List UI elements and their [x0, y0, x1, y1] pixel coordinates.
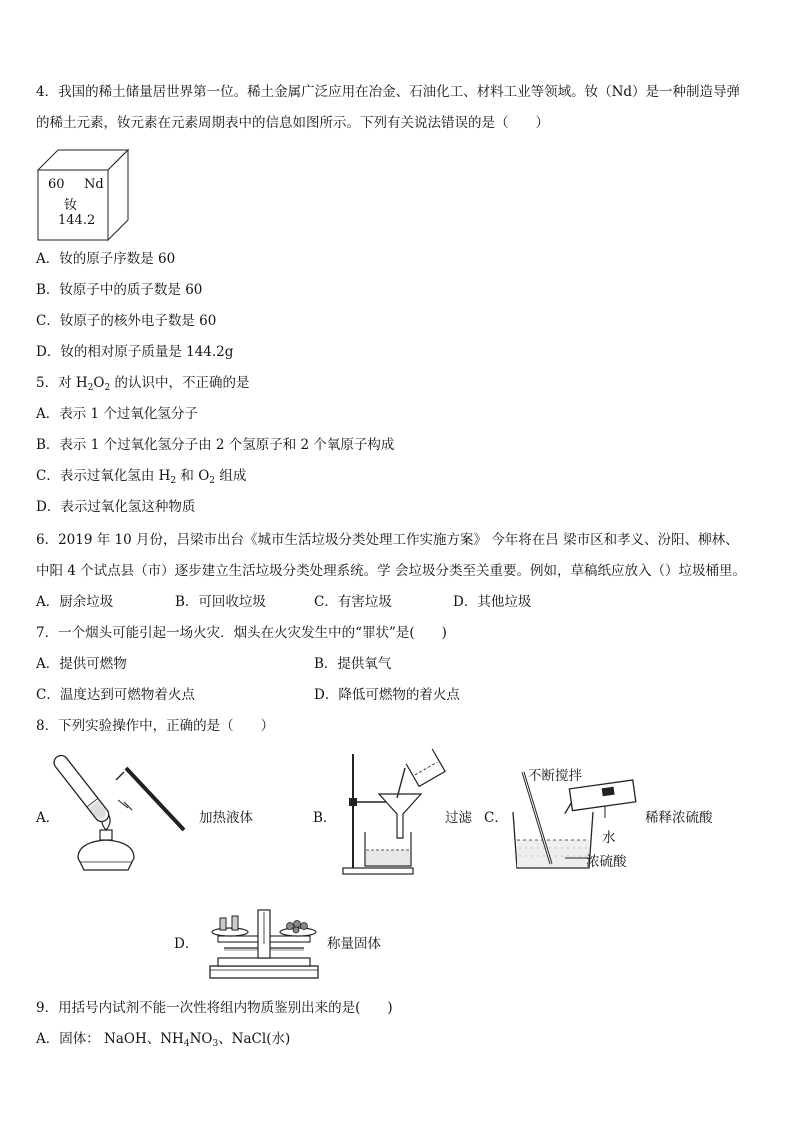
q4-option-a[interactable]: A．钕的原子序数是 60 — [36, 251, 176, 267]
q7-option-a[interactable]: A．提供可燃物 — [36, 656, 127, 672]
element-mass: 144.2 — [58, 213, 96, 228]
q8-option-c-caption: 稀释浓硫酸 — [645, 810, 713, 826]
q5-option-a[interactable]: A．表示 1 个过氧化氢分子 — [36, 406, 198, 422]
q5-option-d[interactable]: D．表示过氧化氢这种物质 — [36, 499, 196, 515]
q6-option-d[interactable]: D．其他垃圾 — [453, 594, 532, 610]
q8-option-b-letter[interactable]: B． — [313, 810, 337, 826]
q6-option-b[interactable]: B．可回收垃圾 — [175, 594, 266, 610]
q8-c-stir-label: 不断搅拌 — [528, 768, 582, 784]
q9-stem: 9．用括号内试剂不能一次性将组内物质鉴别出来的是( ) — [36, 1000, 393, 1016]
element-symbol: Nd — [84, 177, 104, 192]
q5-stem: 5．对 $H_2O_2$ 的认识中，不正确的是 — [36, 375, 250, 393]
q4-option-b[interactable]: B．钕原子中的质子数是 60 — [36, 282, 203, 298]
q8-c-acid-label: 浓硫酸 — [586, 854, 627, 870]
q9-option-a[interactable]: A．固体： NaOH、$NH_4NO_3$、NaCl(水) — [36, 1031, 291, 1049]
q8-option-a-caption: 加热液体 — [199, 810, 253, 826]
q7-option-d[interactable]: D．降低可燃物的着火点 — [314, 687, 460, 703]
element-name: 钕 — [64, 198, 78, 213]
q8-option-a-letter[interactable]: A． — [36, 810, 60, 826]
q7-option-b[interactable]: B．提供氧气 — [314, 656, 392, 672]
q8-option-d-letter[interactable]: D． — [174, 936, 199, 952]
q5-option-c[interactable]: C．表示过氧化氢由 $H_2$ 和 $O_2$ 组成 — [36, 468, 247, 486]
q8-stem: 8．下列实验操作中，正确的是（ ） — [36, 718, 275, 734]
heating-liquid-figure — [66, 750, 196, 880]
q8-option-b-caption: 过滤 — [445, 810, 472, 826]
q8-c-water-label: 水 — [602, 830, 616, 846]
q6-option-a[interactable]: A．厨余垃圾 — [36, 594, 114, 610]
q4-stem-line1: 4．我国的稀土储量居世界第一位。稀土金属广泛应用在冶金、石油化工、材料工业等领域。钕（Nd）是一种制造导弹 — [36, 84, 741, 100]
q6-option-c[interactable]: C．有害垃圾 — [314, 594, 392, 610]
q7-stem: 7．一个烟头可能引起一场火灾．烟头在火灾发生中的“罪状”是( ) — [36, 625, 447, 641]
q6-stem-line2: 中阳 4 个试点县（市）逐步建立生活垃圾分类处理系统。学 会垃圾分类至关重要。例如，草稿纸应放入（）垃圾桶里。 — [36, 563, 746, 579]
filtration-figure — [335, 750, 445, 880]
q8-option-d-caption: 称量固体 — [327, 936, 381, 952]
q5-option-b[interactable]: B．表示 1 个过氧化氢分子由 2 个氢原子和 2 个氧原子构成 — [36, 437, 395, 453]
q4-stem-line2: 的稀土元素，钕元素在元素周期表中的信息如图所示。下列有关说法错误的是（ ） — [36, 115, 549, 131]
q4-option-d[interactable]: D．钕的相对原子质量是 144.2g — [36, 344, 234, 360]
q7-option-c[interactable]: C．温度达到可燃物着火点 — [36, 687, 195, 703]
element-number: 60 — [48, 177, 65, 192]
q6-stem-line1: 6．2019 年 10 月份，吕梁市出台《城市生活垃圾分类处理工作实施方案》 今年将在吕 梁市区和孝义、汾阳、柳林、 — [36, 532, 739, 548]
q4-option-c[interactable]: C．钕原子的核外电子数是 60 — [36, 313, 217, 329]
q8-option-c-letter[interactable]: C． — [484, 810, 508, 826]
balance-figure — [204, 904, 324, 982]
